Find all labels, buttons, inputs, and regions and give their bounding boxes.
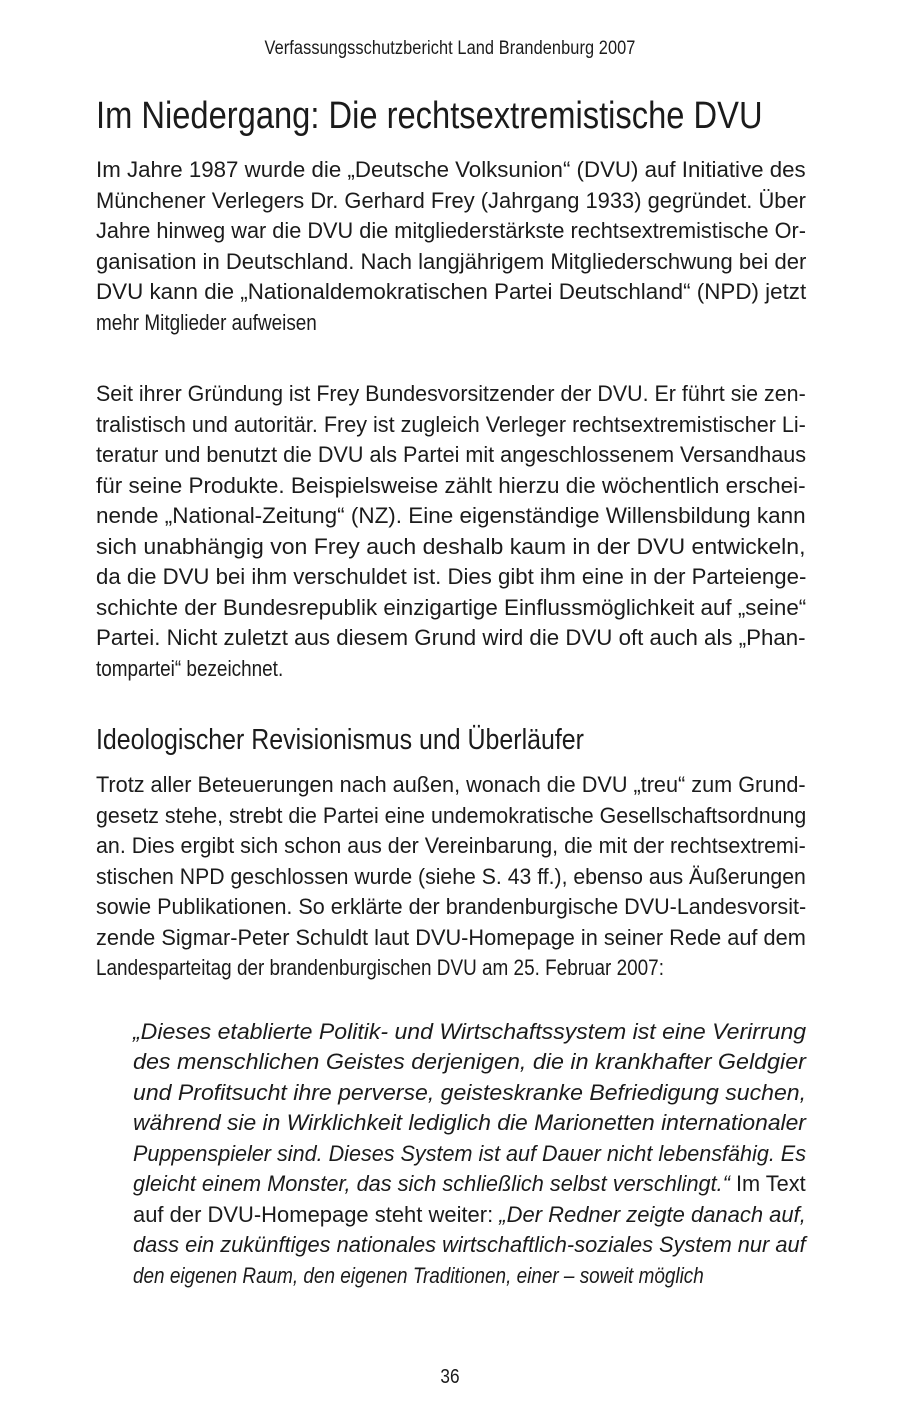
quote-line	[133, 1169, 806, 1200]
page-content	[96, 92, 806, 1291]
text-line: für seine Produkte. Beispielsweise zählt hierzu die wöchentlich erschei-	[96, 472, 806, 498]
quote-line: dass ein zukünftiges nationales wirtschaftlich-soziales System nur auf	[133, 1232, 806, 1257]
paragraph-founding	[96, 155, 806, 338]
quote-line: Puppenspieler sind. Dieses System ist auf Dauer nicht lebensfähig. Es	[133, 1140, 806, 1166]
running-header: Verfassungsschutzbericht Land Brandenburg 2007	[264, 38, 636, 59]
section-title-revisionism: Ideologischer Revisionismus und Überläufer	[96, 724, 584, 756]
text-line: Im Jahre 1987 wurde die „Deutsche Volksunion“ (DVU) auf Initiative des	[96, 157, 806, 182]
text-line: an. Dies ergibt sich schon aus der Vereinbarung, die mit der rechtsextremi-	[96, 833, 806, 858]
text-line: mehr Mitglieder aufweisen	[96, 309, 317, 335]
quote-line: des menschlichen Geistes derjenigen, die in krankhafter Geldgier	[133, 1049, 806, 1074]
text-line: sowie Publikationen. So erklärte der brandenburgische DVU-Landesvorsit-	[96, 894, 807, 919]
text-line: DVU kann die „Nationaldemokratischen Partei Deutschland“ (NPD) jetzt	[96, 279, 807, 304]
text-line: Partei. Nicht zuletzt aus diesem Grund wird die DVU oft auch als „Phan-	[96, 625, 806, 650]
quote-text: gleicht einem Monster, das sich schließlich selbst verschlingt.“	[133, 1171, 730, 1196]
text-line: tompartei“ bezeichnet.	[96, 655, 284, 681]
text-line: Seit ihrer Gründung ist Frey Bundesvorsitzender der DVU. Er führt sie zen-	[96, 381, 806, 406]
text-line: ganisation in Deutschland. Nach langjährigem Mitgliederschwung bei der	[96, 248, 807, 274]
section-title-dvu: Im Niedergang: Die rechtsextremistische DVU	[96, 95, 763, 137]
paragraph-revisionism	[96, 770, 806, 984]
text-line: sich unabhängig von Frey auch deshalb kaum in der DVU entwickeln,	[96, 533, 806, 559]
text-line: Landesparteitag der brandenburgischen DVU am 25. Februar 2007:	[96, 955, 664, 980]
quote-line: „Dieses etablierte Politik- und Wirtschaftssystem ist eine Verirrung	[133, 1018, 807, 1044]
text-line: da die DVU bei ihm verschuldet ist. Dies gibt ihm eine in der Parteienge-	[96, 564, 807, 589]
page-number: 36	[440, 1366, 460, 1388]
quote-text: „Der Redner zeigte danach auf,	[499, 1201, 806, 1227]
quote-line	[133, 1200, 805, 1231]
text-line: zende Sigmar-Peter Schuldt laut DVU-Homepage in seiner Rede auf dem	[96, 924, 806, 950]
block-quote	[133, 1017, 806, 1292]
text-line: Trotz aller Beteuerungen nach außen, wonach die DVU „treu“ zum Grund-	[96, 772, 806, 797]
text-line: schichte der Bundesrepublik einzigartige Einflussmöglichkeit auf „seine“	[96, 594, 807, 620]
text-line: teratur und benutzt die DVU als Partei mit angeschlossenem Versandhaus	[96, 442, 806, 467]
quote-line: während sie in Wirklichkeit lediglich die Marionetten internationaler	[133, 1110, 806, 1135]
quote-commentary: auf der DVU-Homepage steht weiter:	[133, 1201, 500, 1227]
text-line: nende „National-Zeitung“ (NZ). Eine eigenständige Willensbildung kann	[96, 503, 806, 528]
text-line: stischen NPD geschlossen wurde (siehe S. 43 ff.), ebenso aus Äußerungen	[96, 863, 806, 889]
quote-line: und Profitsucht ihre perverse, geisteskranke Befriedigung suchen,	[133, 1079, 807, 1105]
text-line: Jahre hinweg war die DVU die mitgliederstärkste rechtsextremistische Or-	[96, 218, 806, 243]
text-line: Münchener Verlegers Dr. Gerhard Frey (Jahrgang 1933) gegründet. Über	[96, 187, 806, 213]
text-line: tralistisch und autoritär. Frey ist zugleich Verleger rechtsextremistischer Li-	[96, 411, 806, 437]
quote-commentary: Im Text	[729, 1171, 806, 1196]
text-line: gesetz stehe, strebt die Partei eine undemokratische Gesellschaftsordnung	[96, 802, 807, 828]
paragraph-frey	[96, 379, 806, 684]
quote-line: den eigenen Raum, den eigenen Traditionen, einer – soweit möglich	[133, 1262, 704, 1288]
